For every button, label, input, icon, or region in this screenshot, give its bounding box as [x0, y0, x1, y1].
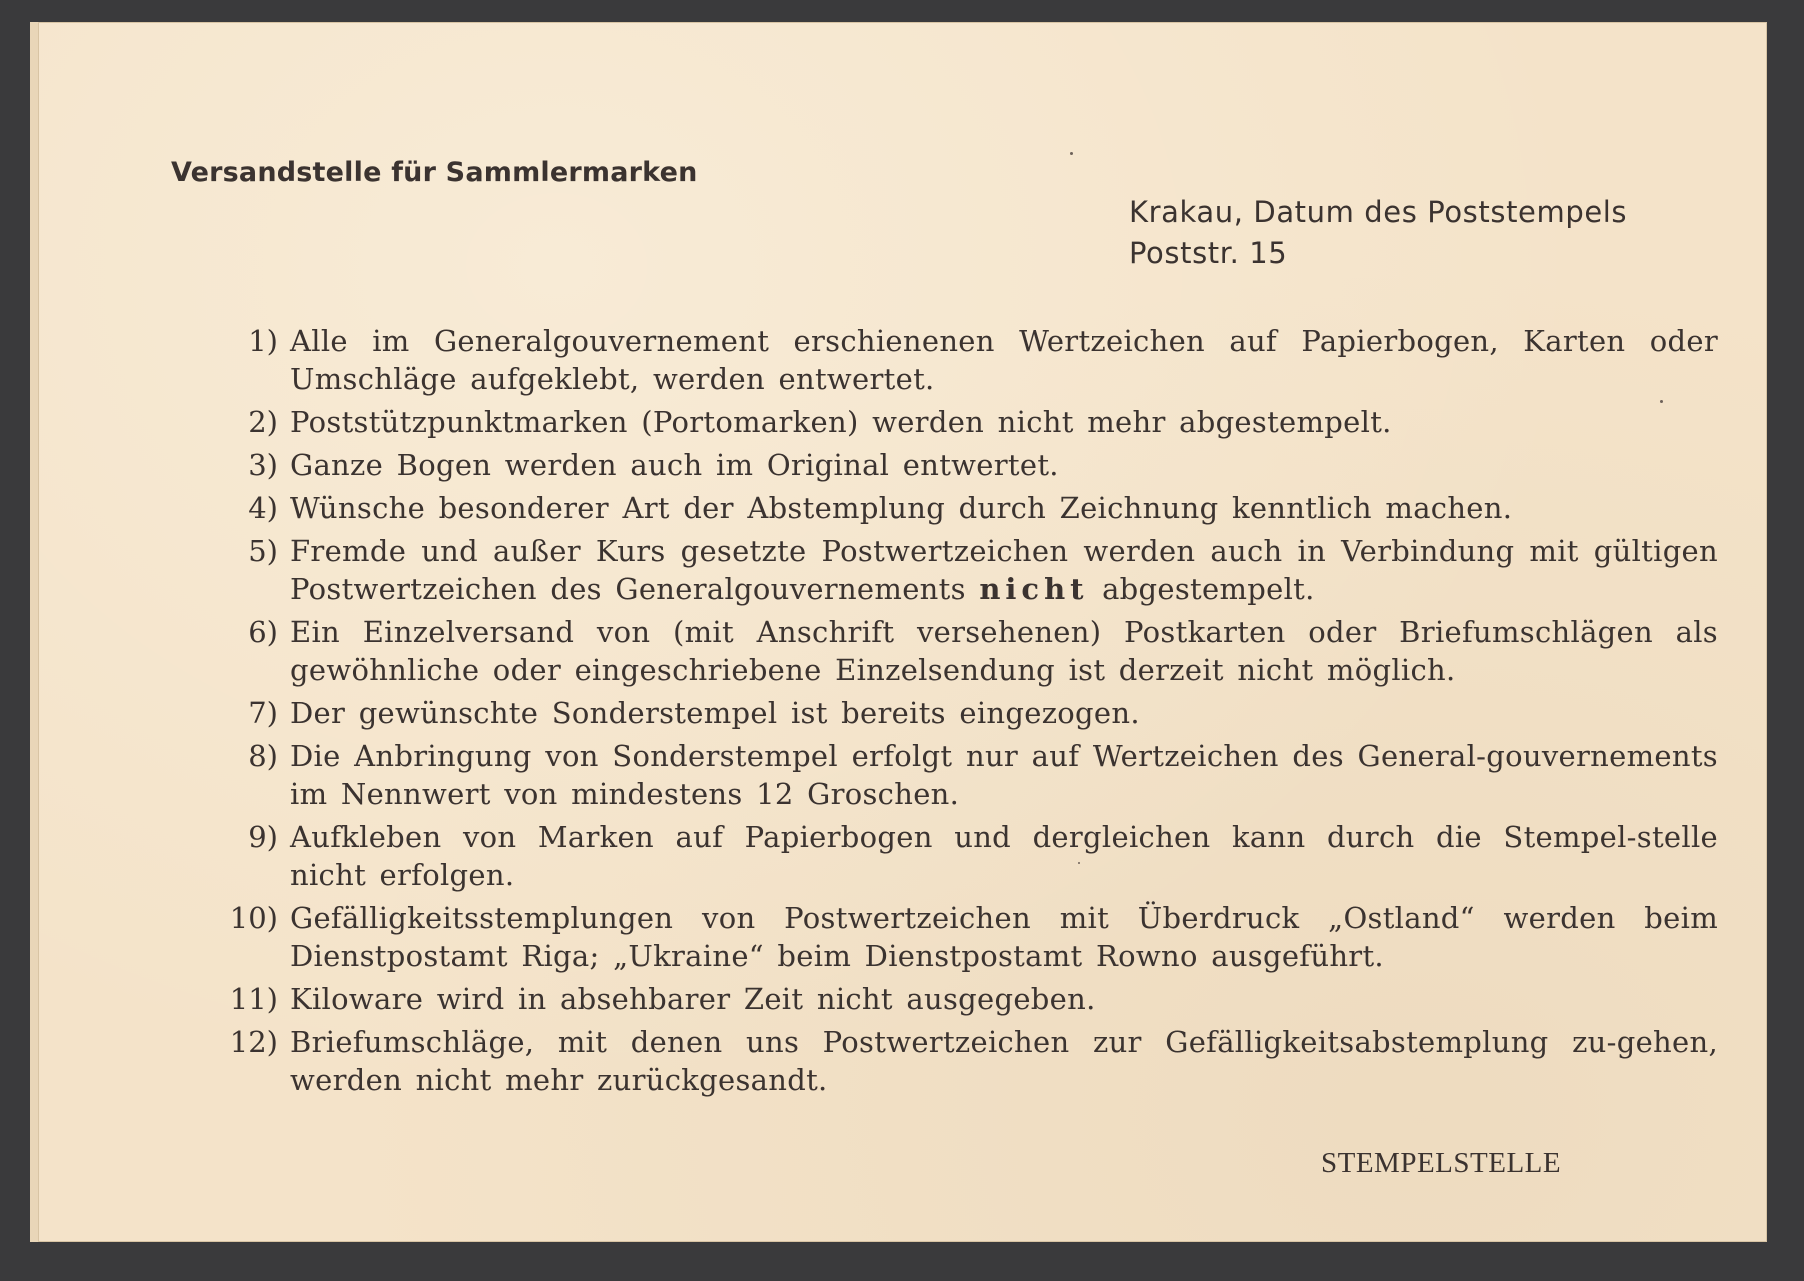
rule-text: [290, 532, 1718, 608]
rule-item: [218, 322, 1718, 398]
rule-number: 7): [248, 696, 278, 730]
address-line: Poststr. 15: [1129, 236, 1288, 270]
rule-number: 6): [248, 615, 278, 649]
rule-text: Briefumschläge, mit denen uns Postwertzeichen zur Gefälligkeitsabstemplung zu-gehen, werden nicht mehr zurückgesandt.: [290, 1025, 1718, 1097]
rule-number: 12): [229, 1025, 278, 1059]
postcard: [38, 22, 1767, 1242]
rule-item: [218, 446, 1718, 484]
rule-item: [218, 1023, 1718, 1099]
place-and-address: [1129, 192, 1627, 274]
rule-number: 8): [248, 739, 278, 773]
rule-text: Poststützpunktmarken (Portomarken) werden nicht mehr abgestempelt.: [290, 405, 1392, 439]
rule-number: 3): [248, 448, 278, 482]
rule-text-after: abgestempelt.: [1102, 572, 1315, 606]
rule-text: Aufkleben von Marken auf Papierbogen und dergleichen kann durch die Stempel-stelle nicht erfolgen.: [290, 820, 1718, 892]
rule-text: Wünsche besonderer Art der Abstemplung durch Zeichnung kenntlich machen.: [290, 491, 1513, 525]
rule-text: Alle im Generalgouvernement erschienenen Wertzeichen auf Papierbogen, Karten oder Umschläge aufgeklebt, werden entwertet.: [290, 324, 1718, 396]
rule-text: Die Anbringung von Sonderstempel erfolgt nur auf Wertzeichen des General-gouvernements im Nennwert von mindestens 12 Groschen.: [290, 739, 1718, 811]
paper-speck: [1078, 862, 1080, 864]
rule-item: [218, 737, 1718, 813]
card-left-edge: [30, 22, 38, 1242]
rule-item: [218, 403, 1718, 441]
rules-list: [218, 322, 1718, 1104]
rule-number: 10): [229, 901, 278, 935]
place-date-line: Krakau, Datum des Poststempels: [1129, 195, 1628, 229]
rule-number: 5): [248, 534, 278, 568]
rule-item: [218, 694, 1718, 732]
rule-number: 9): [248, 820, 278, 854]
rule-number: 1): [248, 324, 278, 358]
rule-text: Kiloware wird in absehbarer Zeit nicht ausgegeben.: [290, 982, 1096, 1016]
paper-speck: [1070, 152, 1073, 155]
rule-item: [218, 613, 1718, 689]
rule-text: Ein Einzelversand von (mit Anschrift versehenen) Postkarten oder Briefumschlägen als gewöhnliche oder eingeschriebene Einzelsendung ist derzeit nicht möglich.: [290, 615, 1718, 687]
rule-number: 4): [248, 491, 278, 525]
rule-number: 2): [248, 405, 278, 439]
rule-item: [218, 899, 1718, 975]
rule-text: Gefälligkeitsstemplungen von Postwertzeichen mit Überdruck „Ostland“ werden beim Dienstpostamt Riga; „Ukraine“ beim Dienstpostamt Rowno ausgeführt.: [290, 901, 1718, 973]
paper-speck: [1660, 400, 1663, 403]
rule-item: [218, 818, 1718, 894]
rule-item: [218, 980, 1718, 1018]
signature-stempelstelle: STEMPELSTELLE: [1321, 1147, 1562, 1179]
rule-item: [218, 489, 1718, 527]
rule-item: [218, 532, 1718, 608]
rule-text: Ganze Bogen werden auch im Original entwertet.: [290, 448, 1059, 482]
rule-text-before: Fremde und außer Kurs gesetzte Postwertzeichen werden auch in Verbindung mit gültigen Postwertzeichen des Generalgouvernements: [290, 534, 1718, 606]
rule-text: Der gewünschte Sonderstempel ist bereits eingezogen.: [290, 696, 1140, 730]
rule-number: 11): [229, 982, 278, 1016]
sender-heading: Versandstelle für Sammlermarken: [171, 157, 698, 188]
emphasis-nicht: nicht: [979, 572, 1089, 606]
